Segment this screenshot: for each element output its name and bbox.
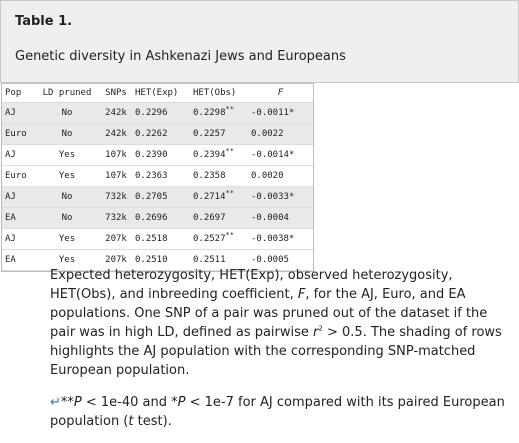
cell-f: 0.0022: [251, 129, 284, 139]
cell-snps: 242k: [105, 129, 127, 139]
r-exponent: 2: [318, 324, 323, 333]
significance-mark: **: [225, 105, 234, 113]
table-description: [50, 266, 510, 380]
footnote-text-mid: < 1e-40 and *: [81, 395, 178, 410]
cell-pop: AJ: [5, 234, 16, 244]
cell-f: -0.0005: [251, 255, 289, 265]
return-arrow-icon[interactable]: ↵: [50, 395, 61, 410]
cell-f: -0.0011*: [251, 108, 295, 118]
table-footnote: [50, 393, 510, 431]
cell-het-exp: 0.2262: [135, 129, 168, 139]
cell-het-exp: 0.2696: [135, 213, 168, 223]
cell-het-obs: [190, 124, 248, 145]
footnote-stars: **: [60, 395, 74, 410]
cell-het-obs: [190, 229, 248, 250]
cell-snps: 107k: [105, 150, 127, 160]
cell-snps: 732k: [105, 192, 127, 202]
cell-ld: No: [61, 213, 73, 223]
cell-pop: EA: [5, 255, 16, 265]
footnote-text-end: test).: [133, 414, 172, 429]
genetic-diversity-table: [2, 84, 313, 271]
het-obs-value: 0.2511: [193, 255, 226, 265]
data-table-wrapper: [1, 83, 314, 272]
table-header-row: [2, 84, 313, 103]
cell-pop: AJ: [5, 108, 16, 118]
cell-het-exp: 0.2363: [135, 171, 168, 181]
footnote-text-tail: < 1e-7 for AJ compared with its paired European population (: [50, 395, 505, 429]
header-het-obs: HET(Obs): [193, 88, 237, 98]
cell-het-obs: [190, 145, 248, 166]
header-snps: SNPs: [105, 88, 127, 98]
table-row: [2, 103, 313, 124]
cell-pop: Euro: [5, 129, 27, 139]
het-obs-value: 0.2697: [193, 213, 226, 223]
cell-f: -0.0004: [251, 213, 289, 223]
cell-het-obs: [190, 208, 248, 229]
p-symbol: P: [73, 395, 82, 410]
cell-het-obs: [190, 103, 248, 124]
cell-pop: AJ: [5, 150, 16, 160]
cell-het-exp: 0.2705: [135, 192, 168, 202]
significance-mark: **: [225, 147, 234, 155]
description-text-2: , for the AJ, Euro, and EA populations. One SNP of a pair was pruned out of the dataset if the pair was in high LD, defined as pairwise: [50, 287, 488, 340]
cell-het-obs: [190, 166, 248, 187]
header-het-exp: HET(Exp): [135, 88, 179, 98]
description-text-1: Expected heterozygosity, HET(Exp), observed heterozygosity, HET(Obs), and inbreeding coefficient,: [50, 268, 453, 302]
cell-f: -0.0038*: [251, 234, 295, 244]
cell-f: -0.0033*: [251, 192, 295, 202]
table-title: Genetic diversity in Ashkenazi Jews and Europeans: [15, 49, 346, 64]
table-row: [2, 187, 313, 208]
cell-het-exp: 0.2390: [135, 150, 168, 160]
significance-mark: **: [225, 189, 234, 197]
cell-f: 0.0020: [251, 171, 284, 181]
table-label: Table 1.: [15, 14, 73, 29]
het-obs-value: 0.2257: [193, 129, 226, 139]
cell-snps: 207k: [105, 255, 127, 265]
cell-ld: Yes: [58, 255, 76, 265]
het-obs-value: 0.2298: [193, 108, 226, 118]
header-f: F: [277, 88, 284, 98]
significance-mark: **: [225, 231, 234, 239]
header-ld-pruned: LD pruned: [42, 88, 92, 98]
cell-ld: No: [61, 192, 73, 202]
het-obs-value: 0.2527: [193, 234, 226, 244]
cell-het-obs: [190, 187, 248, 208]
cell-ld: Yes: [58, 234, 76, 244]
cell-ld: No: [61, 108, 73, 118]
cell-pop: AJ: [5, 192, 16, 202]
table-row: [2, 229, 313, 250]
het-obs-value: 0.2394: [193, 150, 226, 160]
het-obs-value: 0.2358: [193, 171, 226, 181]
cell-f: -0.0014*: [251, 150, 295, 160]
cell-snps: 107k: [105, 171, 127, 181]
cell-ld: Yes: [58, 171, 76, 181]
cell-het-exp: 0.2518: [135, 234, 168, 244]
het-obs-value: 0.2714: [193, 192, 226, 202]
cell-het-exp: 0.2296: [135, 108, 168, 118]
f-symbol: F: [297, 287, 306, 302]
header-pop: Pop: [5, 88, 22, 98]
p-symbol: P: [177, 395, 186, 410]
cell-pop: EA: [5, 213, 16, 223]
table-caption-box: [0, 0, 519, 83]
cell-het-exp: 0.2510: [135, 255, 168, 265]
table-row: [2, 145, 313, 166]
table-notes: [50, 266, 510, 431]
cell-snps: 207k: [105, 234, 127, 244]
cell-snps: 242k: [105, 108, 127, 118]
r-symbol: r: [313, 325, 319, 340]
table-row: [2, 124, 313, 145]
cell-ld: No: [61, 129, 73, 139]
cell-pop: Euro: [5, 171, 27, 181]
t-symbol: t: [128, 414, 134, 429]
cell-snps: 732k: [105, 213, 127, 223]
table-row: [2, 166, 313, 187]
description-text-3: > 0.5. The shading of rows highlights the AJ population with the corresponding SNP-matched European population.: [50, 325, 502, 378]
cell-ld: Yes: [58, 150, 76, 160]
table-row: [2, 208, 313, 229]
